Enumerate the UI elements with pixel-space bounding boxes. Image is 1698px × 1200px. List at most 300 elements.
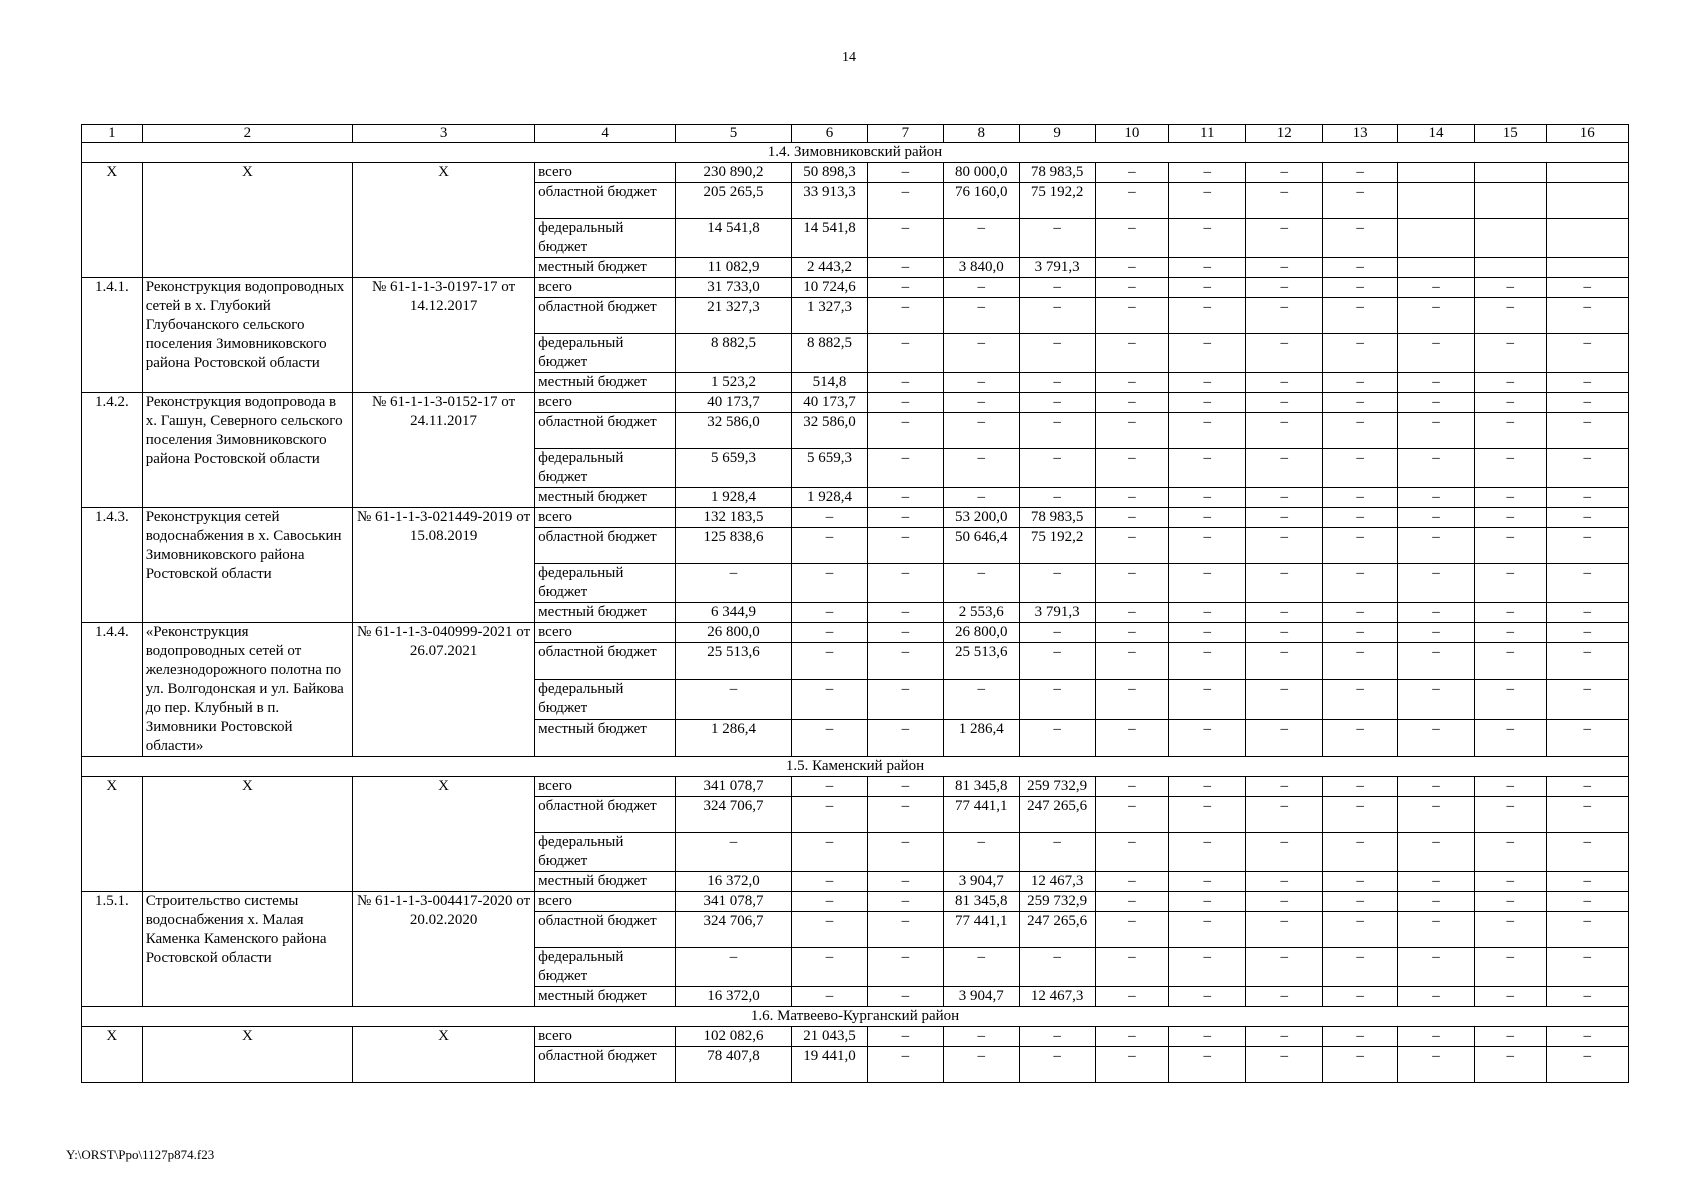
footer-file-path: Y:\ORST\Ppo\1127p874.f23 xyxy=(66,1147,215,1162)
table-row xyxy=(82,623,1629,643)
value-cell: 2 553,6 xyxy=(943,603,1019,623)
value-cell: – xyxy=(1323,777,1398,797)
value-cell: 259 732,9 xyxy=(1019,777,1095,797)
value-cell: – xyxy=(1474,623,1546,643)
value-cell: – xyxy=(1323,413,1398,449)
funding-source: областной бюджет xyxy=(535,643,676,680)
value-cell: – xyxy=(1397,373,1474,393)
value-cell: – xyxy=(1546,623,1629,643)
value-cell: – xyxy=(867,987,943,1007)
value-cell: – xyxy=(867,508,943,528)
value-cell: 12 467,3 xyxy=(1019,872,1095,892)
value-cell: – xyxy=(1323,488,1398,508)
value-cell: – xyxy=(792,564,868,603)
value-cell: – xyxy=(1019,449,1095,488)
value-cell: – xyxy=(1546,373,1629,393)
funding-source: федеральный бюджет xyxy=(535,680,676,720)
value-cell: – xyxy=(792,797,868,833)
value-cell: – xyxy=(1397,892,1474,912)
value-cell: – xyxy=(1169,163,1246,183)
value-cell xyxy=(1474,183,1546,219)
value-cell: – xyxy=(943,393,1019,413)
value-cell: – xyxy=(1019,298,1095,334)
value-cell: – xyxy=(1546,278,1629,298)
value-cell: – xyxy=(1169,393,1246,413)
value-cell: – xyxy=(1095,298,1169,334)
value-cell: – xyxy=(1397,393,1474,413)
value-cell xyxy=(1546,183,1629,219)
funding-source: всего xyxy=(535,508,676,528)
value-cell: – xyxy=(1169,278,1246,298)
value-cell: – xyxy=(1323,298,1398,334)
value-cell: – xyxy=(1323,643,1398,680)
value-cell: – xyxy=(867,449,943,488)
value-cell: 50 898,3 xyxy=(792,163,868,183)
value-cell: – xyxy=(1246,987,1323,1007)
value-cell: – xyxy=(1397,449,1474,488)
value-cell: – xyxy=(1474,298,1546,334)
value-cell: – xyxy=(1474,393,1546,413)
expertise-number: № 61-1-1-3-0197-17 от 14.12.2017 xyxy=(353,278,535,393)
column-header: 7 xyxy=(867,125,943,143)
value-cell: 1 286,4 xyxy=(943,720,1019,757)
value-cell xyxy=(1474,163,1546,183)
value-cell: – xyxy=(867,623,943,643)
value-cell: – xyxy=(1019,413,1095,449)
section-title: 1.5. Каменский район xyxy=(82,757,1629,777)
value-cell: – xyxy=(867,948,943,987)
value-cell: – xyxy=(1169,298,1246,334)
value-cell: – xyxy=(1019,334,1095,373)
value-cell: – xyxy=(1323,564,1398,603)
value-cell: – xyxy=(1095,948,1169,987)
value-cell: – xyxy=(1246,833,1323,872)
value-cell: – xyxy=(1323,183,1398,219)
value-cell: 3 791,3 xyxy=(1019,603,1095,623)
funding-source: всего xyxy=(535,163,676,183)
value-cell: 40 173,7 xyxy=(792,393,868,413)
value-cell: – xyxy=(1095,373,1169,393)
expertise-number: № 61-1-1-3-0152-17 от 24.11.2017 xyxy=(353,393,535,508)
value-cell: – xyxy=(1019,1027,1095,1047)
funding-source: федеральный бюджет xyxy=(535,833,676,872)
value-cell: – xyxy=(1169,564,1246,603)
value-cell: – xyxy=(1323,278,1398,298)
value-cell: – xyxy=(1546,777,1629,797)
funding-source: областной бюджет xyxy=(535,413,676,449)
value-cell: – xyxy=(1546,872,1629,892)
value-cell: – xyxy=(867,393,943,413)
value-cell: – xyxy=(1546,892,1629,912)
value-cell: – xyxy=(792,872,868,892)
value-cell: – xyxy=(792,777,868,797)
value-cell: – xyxy=(1546,528,1629,564)
value-cell: – xyxy=(1169,833,1246,872)
expertise-number: № 61-1-1-3-004417-2020 от 20.02.2020 xyxy=(353,892,535,1007)
value-cell: – xyxy=(1019,373,1095,393)
value-cell: – xyxy=(867,777,943,797)
value-cell: – xyxy=(1546,987,1629,1007)
value-cell: – xyxy=(1095,892,1169,912)
object-name: X xyxy=(142,777,352,892)
value-cell: – xyxy=(1546,488,1629,508)
value-cell: – xyxy=(1019,278,1095,298)
item-number: 1.4.3. xyxy=(82,508,143,623)
value-cell: – xyxy=(1397,488,1474,508)
value-cell: – xyxy=(1474,278,1546,298)
value-cell: – xyxy=(867,183,943,219)
value-cell: – xyxy=(943,449,1019,488)
value-cell: 32 586,0 xyxy=(792,413,868,449)
value-cell: 26 800,0 xyxy=(676,623,792,643)
table-row xyxy=(82,777,1629,797)
value-cell xyxy=(1397,163,1474,183)
value-cell: 5 659,3 xyxy=(792,449,868,488)
value-cell: – xyxy=(867,912,943,948)
value-cell: – xyxy=(1095,163,1169,183)
value-cell: – xyxy=(1323,373,1398,393)
value-cell: – xyxy=(792,603,868,623)
object-name: Реконструкция сетей водоснабжения в х. Савоськин Зимовниковского района Ростовской области xyxy=(142,508,352,623)
funding-source: всего xyxy=(535,777,676,797)
value-cell: 10 724,6 xyxy=(792,278,868,298)
value-cell: 247 265,6 xyxy=(1019,912,1095,948)
value-cell: – xyxy=(1397,872,1474,892)
value-cell: – xyxy=(1474,1027,1546,1047)
value-cell: – xyxy=(1323,1027,1398,1047)
value-cell: – xyxy=(1546,643,1629,680)
value-cell: – xyxy=(1246,488,1323,508)
column-header: 14 xyxy=(1397,125,1474,143)
value-cell: – xyxy=(1474,680,1546,720)
value-cell: – xyxy=(1546,912,1629,948)
value-cell: – xyxy=(792,833,868,872)
value-cell: – xyxy=(943,334,1019,373)
funding-source: местный бюджет xyxy=(535,720,676,757)
value-cell: – xyxy=(1474,1047,1546,1083)
item-number: 1.4.1. xyxy=(82,278,143,393)
value-cell: – xyxy=(1546,948,1629,987)
value-cell: 81 345,8 xyxy=(943,777,1019,797)
value-cell: – xyxy=(1397,508,1474,528)
value-cell: 5 659,3 xyxy=(676,449,792,488)
value-cell: – xyxy=(1323,872,1398,892)
value-cell: – xyxy=(1474,720,1546,757)
value-cell: – xyxy=(1019,643,1095,680)
value-cell: – xyxy=(1246,449,1323,488)
funding-source: всего xyxy=(535,892,676,912)
value-cell: 19 441,0 xyxy=(792,1047,868,1083)
value-cell: – xyxy=(1246,413,1323,449)
value-cell: – xyxy=(1397,833,1474,872)
value-cell: – xyxy=(1095,912,1169,948)
value-cell: – xyxy=(867,1027,943,1047)
value-cell: – xyxy=(792,892,868,912)
value-cell: – xyxy=(1246,892,1323,912)
value-cell: 80 000,0 xyxy=(943,163,1019,183)
value-cell: – xyxy=(1397,278,1474,298)
value-cell: – xyxy=(1095,278,1169,298)
value-cell: 14 541,8 xyxy=(676,219,792,258)
value-cell: 11 082,9 xyxy=(676,258,792,278)
funding-source: областной бюджет xyxy=(535,528,676,564)
object-name: Реконструкция водопровода в х. Гашун, Северного сельского поселения Зимовниковского района Ростовской области xyxy=(142,393,352,508)
value-cell: – xyxy=(1474,797,1546,833)
value-cell: – xyxy=(1095,488,1169,508)
value-cell: – xyxy=(676,680,792,720)
funding-source: местный бюджет xyxy=(535,603,676,623)
value-cell: – xyxy=(867,797,943,833)
value-cell: – xyxy=(1246,948,1323,987)
value-cell: 3 904,7 xyxy=(943,987,1019,1007)
section-title: 1.6. Матвеево-Курганский район xyxy=(82,1007,1629,1027)
value-cell xyxy=(1474,219,1546,258)
value-cell: 102 082,6 xyxy=(676,1027,792,1047)
column-header: 1 xyxy=(82,125,143,143)
value-cell: – xyxy=(1546,508,1629,528)
item-number: 1.5.1. xyxy=(82,892,143,1007)
funding-source: федеральный бюджет xyxy=(535,334,676,373)
value-cell: – xyxy=(1474,872,1546,892)
value-cell: – xyxy=(1397,603,1474,623)
value-cell: – xyxy=(1323,393,1398,413)
funding-source: областной бюджет xyxy=(535,797,676,833)
value-cell: – xyxy=(1323,912,1398,948)
value-cell: 132 183,5 xyxy=(676,508,792,528)
value-cell: – xyxy=(792,528,868,564)
value-cell: – xyxy=(1323,948,1398,987)
value-cell: 205 265,5 xyxy=(676,183,792,219)
value-cell: – xyxy=(1546,449,1629,488)
funding-source: федеральный бюджет xyxy=(535,564,676,603)
value-cell: – xyxy=(1169,720,1246,757)
value-cell: – xyxy=(1169,183,1246,219)
value-cell: 259 732,9 xyxy=(1019,892,1095,912)
value-cell: – xyxy=(1546,720,1629,757)
value-cell: – xyxy=(943,298,1019,334)
value-cell: – xyxy=(1546,833,1629,872)
value-cell: 21 043,5 xyxy=(792,1027,868,1047)
value-cell: – xyxy=(1246,334,1323,373)
value-cell: – xyxy=(1246,680,1323,720)
value-cell: – xyxy=(1474,334,1546,373)
value-cell: – xyxy=(1397,1047,1474,1083)
value-cell: – xyxy=(1397,643,1474,680)
value-cell: – xyxy=(1095,987,1169,1007)
value-cell: – xyxy=(1246,912,1323,948)
value-cell: – xyxy=(867,720,943,757)
value-cell: – xyxy=(1095,528,1169,564)
value-cell: – xyxy=(1397,680,1474,720)
value-cell: – xyxy=(867,373,943,393)
column-header: 8 xyxy=(943,125,1019,143)
value-cell: – xyxy=(1169,1027,1246,1047)
value-cell: – xyxy=(1397,912,1474,948)
expertise-number: X xyxy=(353,777,535,892)
value-cell: – xyxy=(1323,833,1398,872)
value-cell: – xyxy=(1323,528,1398,564)
value-cell: 53 200,0 xyxy=(943,508,1019,528)
value-cell xyxy=(1546,219,1629,258)
value-cell: 14 541,8 xyxy=(792,219,868,258)
value-cell: – xyxy=(1095,623,1169,643)
funding-source: областной бюджет xyxy=(535,912,676,948)
value-cell: – xyxy=(1546,1027,1629,1047)
expertise-number: X xyxy=(353,163,535,278)
value-cell: 77 441,1 xyxy=(943,797,1019,833)
value-cell: – xyxy=(792,508,868,528)
column-header: 3 xyxy=(353,125,535,143)
value-cell: – xyxy=(1095,1027,1169,1047)
expertise-number: № 61-1-1-3-040999-2021 от 26.07.2021 xyxy=(353,623,535,757)
value-cell: – xyxy=(1323,1047,1398,1083)
funding-source: областной бюджет xyxy=(535,183,676,219)
object-name: Строительство системы водоснабжения х. Малая Каменка Каменского района Ростовской области xyxy=(142,892,352,1007)
value-cell: – xyxy=(1095,183,1169,219)
value-cell: – xyxy=(1323,603,1398,623)
funding-source: федеральный бюджет xyxy=(535,449,676,488)
value-cell: – xyxy=(1169,643,1246,680)
value-cell: – xyxy=(1095,258,1169,278)
value-cell: – xyxy=(1246,603,1323,623)
value-cell: – xyxy=(1397,797,1474,833)
value-cell: – xyxy=(1019,833,1095,872)
value-cell: – xyxy=(943,1047,1019,1083)
value-cell: – xyxy=(867,833,943,872)
value-cell: 25 513,6 xyxy=(676,643,792,680)
funding-source: федеральный бюджет xyxy=(535,948,676,987)
value-cell: – xyxy=(1546,413,1629,449)
value-cell: – xyxy=(1095,643,1169,680)
value-cell: – xyxy=(1323,987,1398,1007)
expertise-number: № 61-1-1-3-021449-2019 от 15.08.2019 xyxy=(353,508,535,623)
item-number: X xyxy=(82,163,143,278)
column-header: 10 xyxy=(1095,125,1169,143)
value-cell xyxy=(1474,258,1546,278)
value-cell: 247 265,6 xyxy=(1019,797,1095,833)
value-cell: – xyxy=(1095,833,1169,872)
value-cell: – xyxy=(1095,413,1169,449)
value-cell: – xyxy=(1397,777,1474,797)
value-cell: – xyxy=(792,720,868,757)
value-cell: – xyxy=(1246,643,1323,680)
value-cell: – xyxy=(1397,948,1474,987)
value-cell: – xyxy=(943,278,1019,298)
funding-source: всего xyxy=(535,1027,676,1047)
value-cell: 81 345,8 xyxy=(943,892,1019,912)
value-cell: – xyxy=(1169,449,1246,488)
value-cell: 78 983,5 xyxy=(1019,508,1095,528)
section-row xyxy=(82,1007,1629,1027)
value-cell: 1 928,4 xyxy=(676,488,792,508)
value-cell: – xyxy=(1397,623,1474,643)
value-cell: – xyxy=(867,892,943,912)
value-cell: – xyxy=(867,528,943,564)
value-cell: 25 513,6 xyxy=(943,643,1019,680)
value-cell: 6 344,9 xyxy=(676,603,792,623)
value-cell: – xyxy=(1246,1047,1323,1083)
value-cell: – xyxy=(1246,278,1323,298)
object-name: X xyxy=(142,163,352,278)
value-cell: – xyxy=(1546,1047,1629,1083)
value-cell: – xyxy=(1169,258,1246,278)
value-cell: 1 286,4 xyxy=(676,720,792,757)
page-number: 14 xyxy=(842,50,856,65)
value-cell: – xyxy=(1546,564,1629,603)
value-cell: – xyxy=(1246,183,1323,219)
value-cell: 16 372,0 xyxy=(676,987,792,1007)
value-cell: – xyxy=(1474,373,1546,393)
object-name: X xyxy=(142,1027,352,1083)
value-cell: – xyxy=(1474,643,1546,680)
value-cell: – xyxy=(867,1047,943,1083)
value-cell: – xyxy=(1323,219,1398,258)
value-cell: – xyxy=(1169,508,1246,528)
value-cell: 26 800,0 xyxy=(943,623,1019,643)
value-cell: – xyxy=(1323,623,1398,643)
value-cell: – xyxy=(1397,528,1474,564)
value-cell: – xyxy=(1019,720,1095,757)
section-row xyxy=(82,143,1629,163)
value-cell: 32 586,0 xyxy=(676,413,792,449)
value-cell xyxy=(1546,163,1629,183)
value-cell: – xyxy=(1095,872,1169,892)
column-header: 16 xyxy=(1546,125,1629,143)
value-cell: – xyxy=(867,603,943,623)
value-cell: – xyxy=(867,163,943,183)
value-cell: 75 192,2 xyxy=(1019,528,1095,564)
value-cell: – xyxy=(1474,488,1546,508)
value-cell: – xyxy=(1246,564,1323,603)
value-cell: – xyxy=(1095,777,1169,797)
value-cell: 75 192,2 xyxy=(1019,183,1095,219)
value-cell: – xyxy=(1246,298,1323,334)
value-cell xyxy=(1397,258,1474,278)
value-cell: – xyxy=(1169,413,1246,449)
value-cell: – xyxy=(867,219,943,258)
value-cell: – xyxy=(1474,449,1546,488)
value-cell: – xyxy=(1095,603,1169,623)
value-cell: – xyxy=(1323,797,1398,833)
value-cell: 341 078,7 xyxy=(676,777,792,797)
value-cell: 1 928,4 xyxy=(792,488,868,508)
value-cell: – xyxy=(1546,603,1629,623)
column-header: 12 xyxy=(1246,125,1323,143)
value-cell: – xyxy=(867,643,943,680)
value-cell: – xyxy=(1397,334,1474,373)
value-cell: – xyxy=(867,488,943,508)
value-cell: – xyxy=(1474,413,1546,449)
value-cell: – xyxy=(867,680,943,720)
value-cell: – xyxy=(1169,488,1246,508)
value-cell: 3 791,3 xyxy=(1019,258,1095,278)
column-header: 11 xyxy=(1169,125,1246,143)
value-cell: – xyxy=(1246,508,1323,528)
funding-source: местный бюджет xyxy=(535,872,676,892)
value-cell: – xyxy=(1397,564,1474,603)
value-cell: 125 838,6 xyxy=(676,528,792,564)
value-cell: 230 890,2 xyxy=(676,163,792,183)
table-row xyxy=(82,508,1629,528)
value-cell: – xyxy=(943,373,1019,393)
value-cell: – xyxy=(867,564,943,603)
table-row xyxy=(82,1027,1629,1047)
budget-table xyxy=(81,124,1629,1083)
value-cell: – xyxy=(943,413,1019,449)
header-row xyxy=(82,125,1629,143)
value-cell: – xyxy=(792,680,868,720)
value-cell: – xyxy=(1474,987,1546,1007)
